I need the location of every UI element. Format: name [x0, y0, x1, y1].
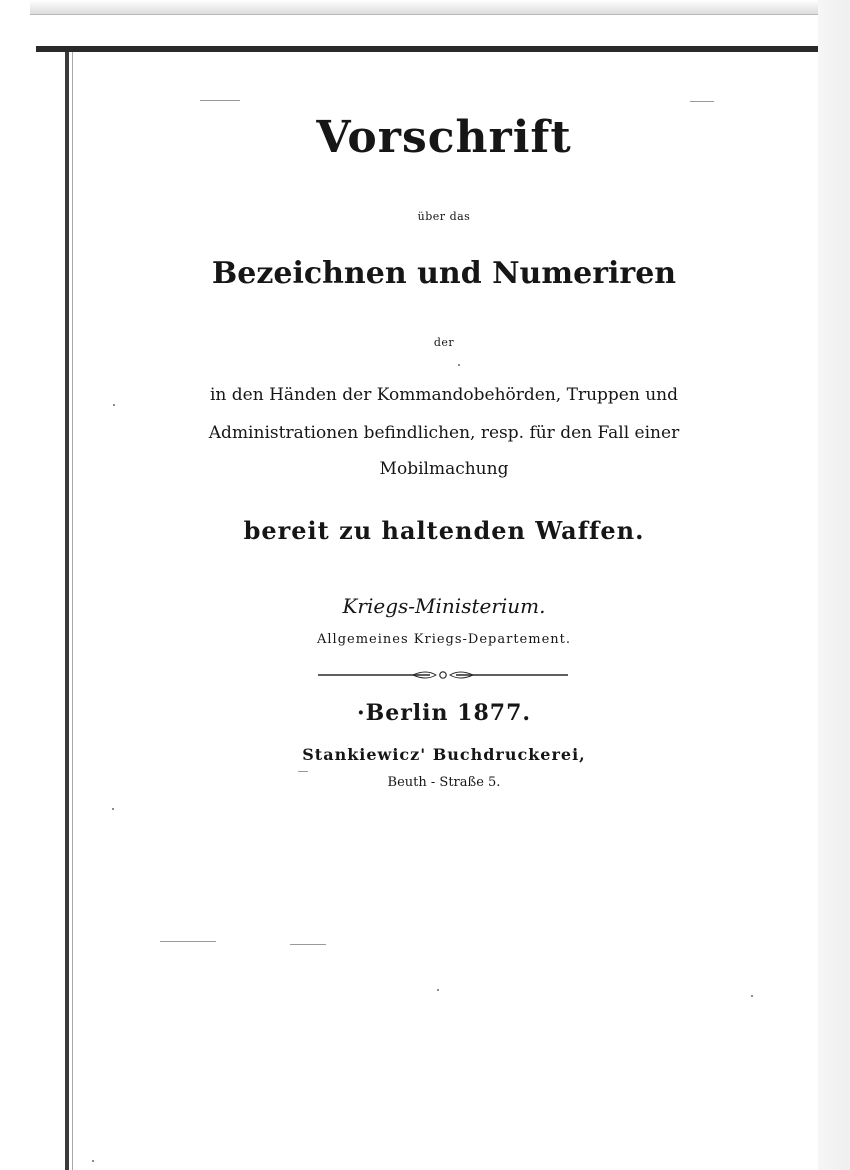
body-line-1: in den Händen der Kommandobehörden, Truppen und: [209, 385, 678, 405]
issuing-ministry: Kriegs-Ministerium.: [342, 594, 546, 618]
connector-der: der: [433, 336, 455, 349]
printer-name: Stankiewicz' Buchdruckerei,: [302, 745, 586, 764]
scan-artifact: [690, 101, 714, 102]
scan-edge-line: [30, 14, 820, 15]
printer-address: Beuth - Straße 5.: [387, 775, 501, 790]
body-line-3: Mobilmachung: [379, 459, 509, 479]
connector-ueber-das: über das: [417, 210, 471, 223]
scan-speck: [437, 989, 439, 991]
issuing-department: Allgemeines Kriegs-Departement.: [317, 632, 571, 647]
scan-speck: [112, 808, 114, 810]
scan-artifact: [200, 100, 240, 101]
document-subtitle: Bezeichnen und Numeriren: [211, 256, 677, 291]
ornamental-rule: [318, 668, 568, 682]
scan-right-margin: [818, 0, 850, 1170]
top-border-rule: [36, 46, 818, 52]
scan-top-strip: [30, 0, 820, 14]
scan-artifact: [298, 771, 308, 772]
scan-speck: [92, 1160, 94, 1162]
document-title: Vorschrift: [316, 112, 572, 163]
place-and-year: ·Berlin 1877.: [356, 700, 532, 726]
scan-artifact: [290, 944, 326, 945]
emphasis-line: bereit zu haltenden Waffen.: [243, 516, 645, 545]
body-line-2: Administrationen befindlichen, resp. für den Fall einer: [208, 423, 680, 443]
scan-speck: [751, 995, 753, 997]
scan-speck: [458, 364, 460, 366]
scan-artifact: [160, 941, 216, 942]
left-border-rule: [65, 52, 69, 1170]
